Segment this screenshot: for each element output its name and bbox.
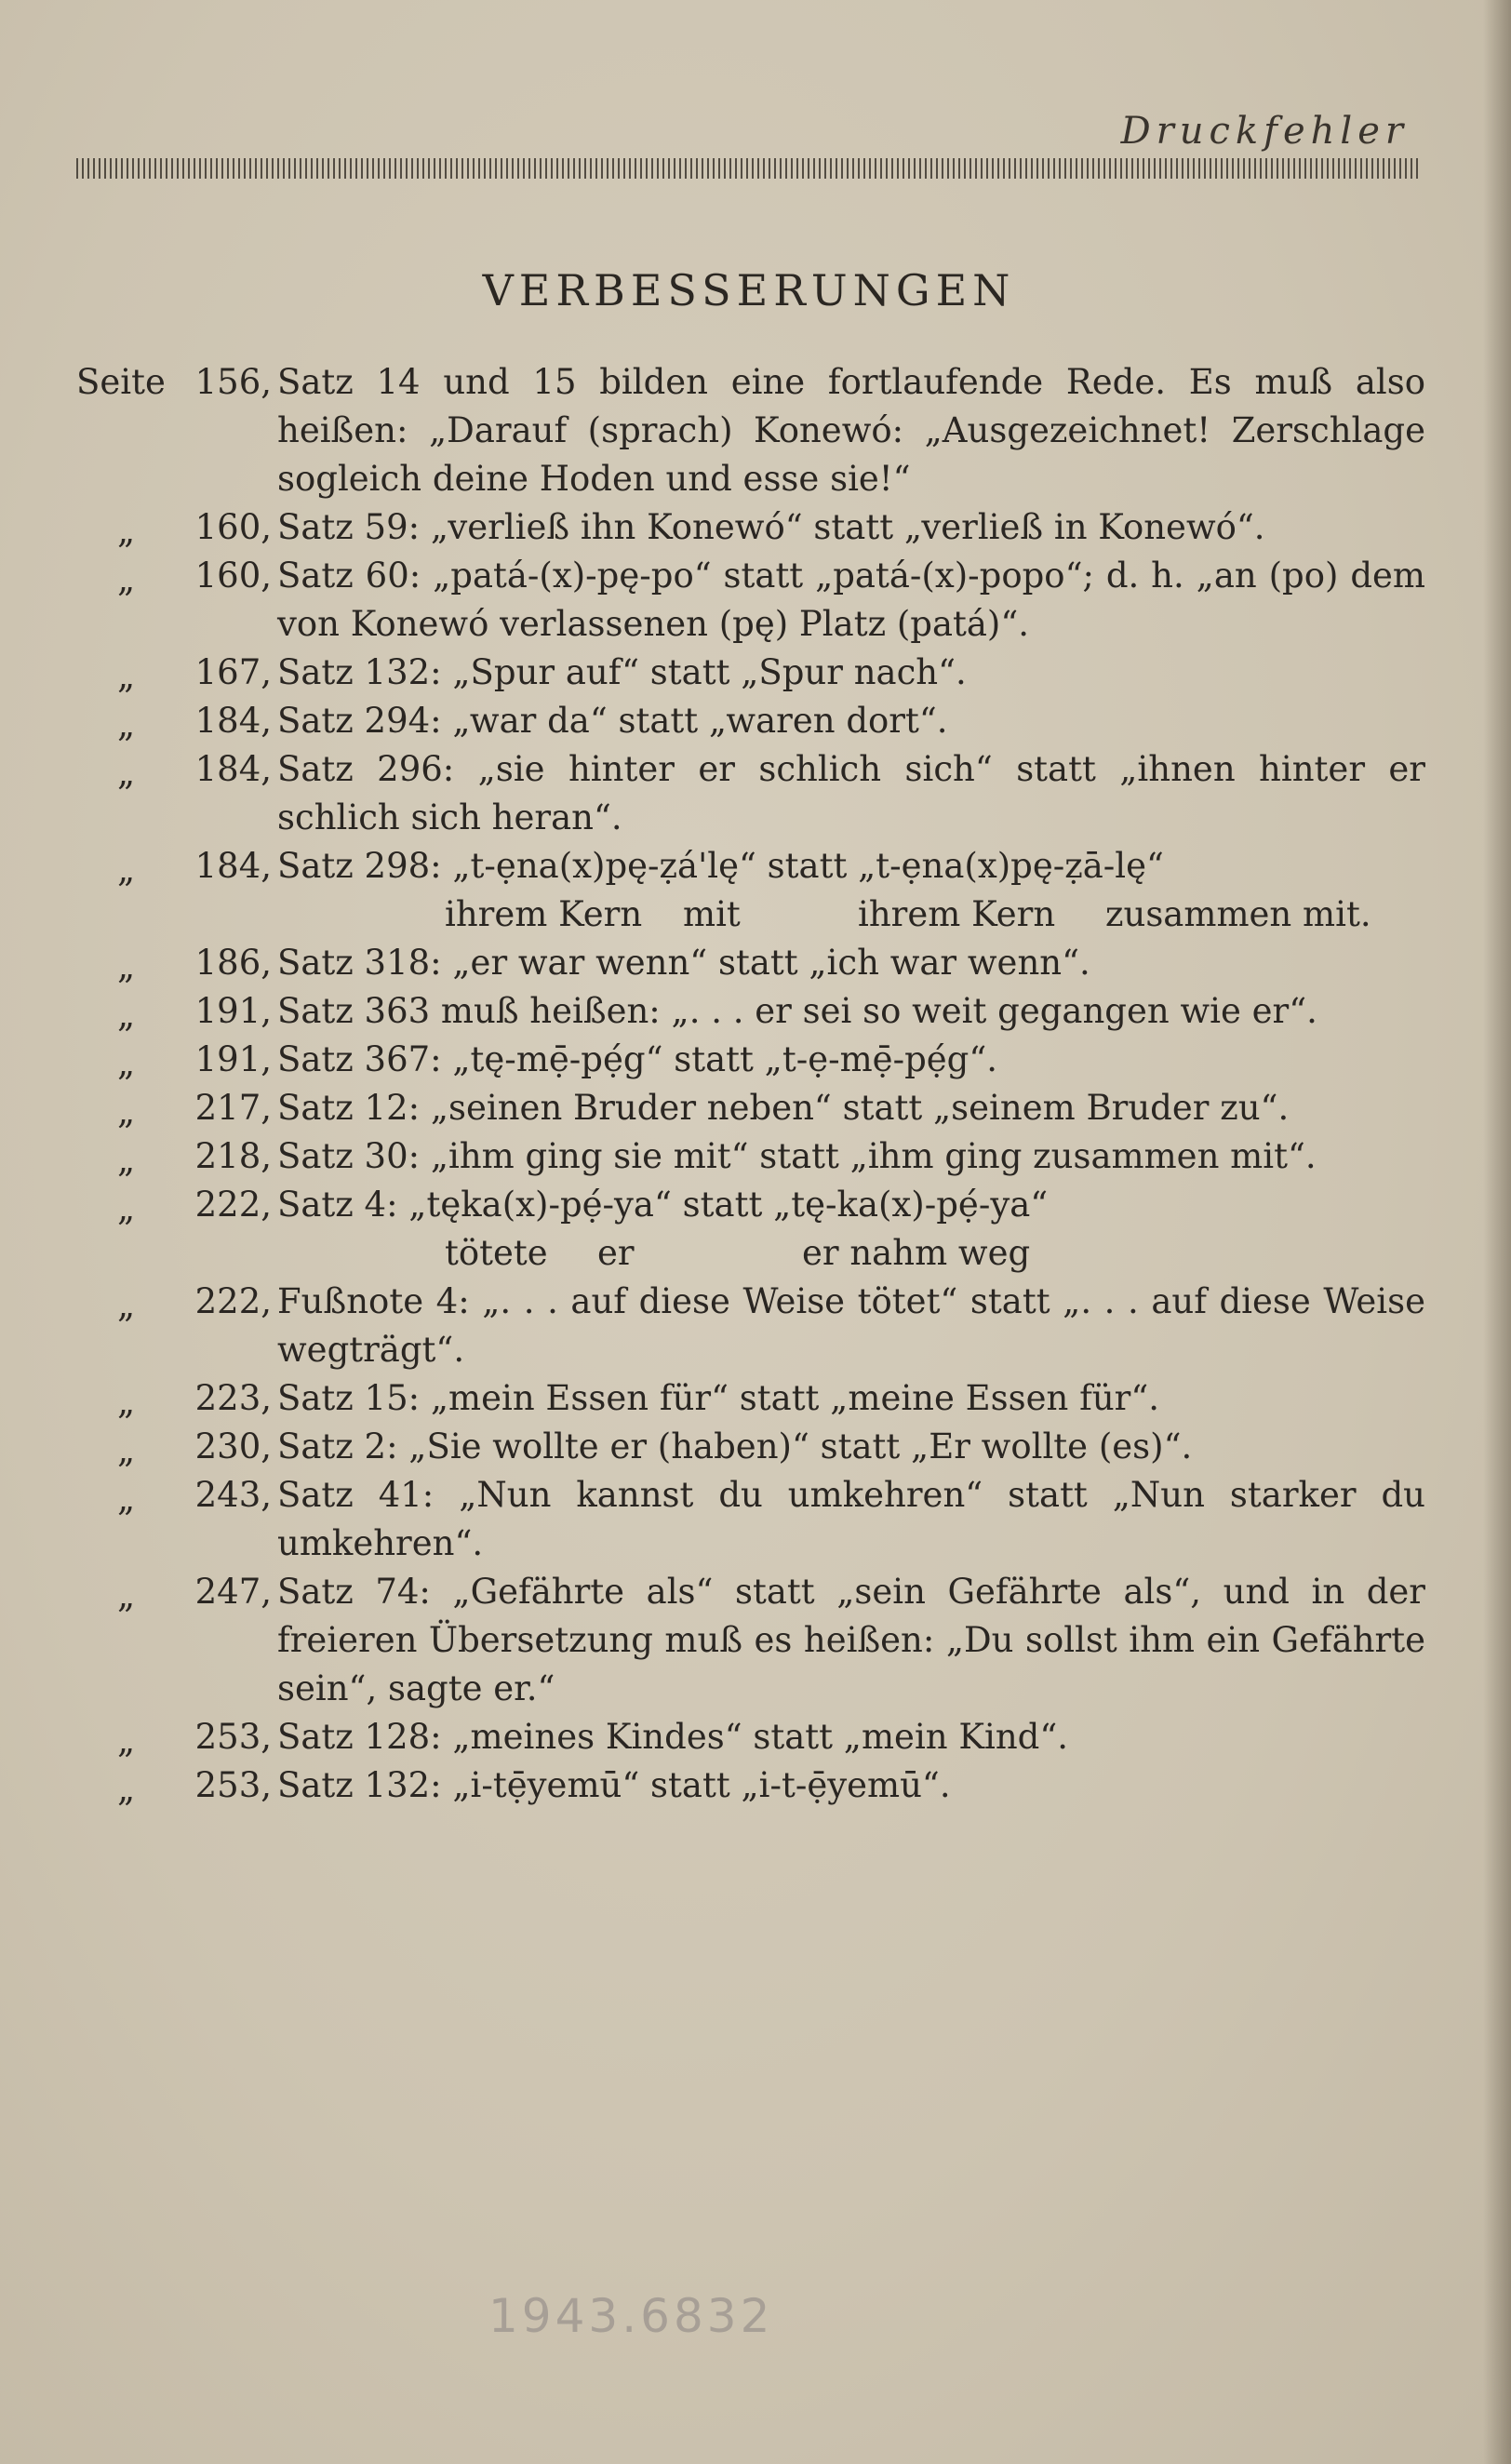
gloss-line bbox=[76, 1229, 1425, 1278]
page-number: 156, bbox=[194, 362, 272, 402]
page-number: 186, bbox=[194, 943, 272, 983]
list-item bbox=[76, 1423, 1425, 1471]
entry-text: Satz 15: „mein Essen für“ statt „meine Essen für“. bbox=[277, 1378, 1160, 1418]
ornamental-rule bbox=[76, 158, 1420, 179]
page-title: VERBESSERUNGEN bbox=[482, 265, 1016, 315]
entry-text: Satz 298: „t-ẹna(x)pę-ẓá'lę“ statt „t-ẹna(x)pę-ẓā-lę“ bbox=[277, 846, 1164, 886]
gloss: mit bbox=[683, 894, 741, 934]
page-number: 253, bbox=[194, 1765, 272, 1805]
seite-label: Seite bbox=[76, 362, 166, 402]
entry-text: Satz 14 und 15 bilden eine fortlaufende Rede. Es muß also heißen: „Darauf (sprach) Konewó: „Ausgezeichnet! Zerschlage sogleich deine Hoden und esse sie!“ bbox=[277, 362, 1425, 499]
page-number: 160, bbox=[194, 556, 272, 596]
list-item bbox=[76, 697, 1425, 745]
gloss: ihrem Kern bbox=[445, 894, 643, 934]
page-number: 167, bbox=[194, 652, 272, 692]
list-item bbox=[76, 1761, 1425, 1810]
list-item bbox=[76, 1181, 1425, 1229]
ditto-mark: „ bbox=[117, 850, 136, 890]
ditto-mark: „ bbox=[117, 1382, 136, 1422]
list-item bbox=[76, 1036, 1425, 1084]
page-number: 184, bbox=[194, 846, 272, 886]
entry-text: Satz 296: „sie hinter er schlich sich“ statt „ihnen hinter er schlich sich heran“. bbox=[277, 749, 1425, 837]
list-item bbox=[76, 987, 1425, 1036]
entry-text: Satz 74: „Gefährte als“ statt „sein Gefährte als“, und in der freieren Übersetzung muß es heißen: „Du sollst ihm ein Gefährte sein“, sagte er.“ bbox=[277, 1572, 1425, 1708]
page-number: 191, bbox=[194, 991, 272, 1031]
list-item bbox=[76, 1132, 1425, 1181]
entry-text: Fußnote 4: „. . . auf diese Weise tötet“ statt „. . . auf diese Weise wegträgt“. bbox=[277, 1281, 1425, 1370]
gloss-line bbox=[76, 891, 1425, 939]
entry-text: Satz 60: „patá-(x)-pę-po“ statt „patá-(x)-popo“; d. h. „an (po) dem von Konewó verlassenen (pę) Platz (patá)“. bbox=[277, 556, 1425, 644]
list-item bbox=[76, 842, 1425, 891]
entry-text: Satz 132: „Spur auf“ statt „Spur nach“. bbox=[277, 652, 967, 692]
entry-text: Satz 132: „i-tẹ̄yemū“ statt „i-t-ẹ̄yemū“. bbox=[277, 1765, 951, 1805]
page-number: 184, bbox=[194, 749, 272, 789]
page-number: 160, bbox=[194, 507, 272, 547]
page-number: 223, bbox=[194, 1378, 272, 1418]
page-number: 230, bbox=[194, 1426, 272, 1466]
accession-number: 1943.6832 bbox=[488, 2289, 774, 2343]
page-edge-shadow bbox=[1483, 0, 1511, 2464]
ditto-mark: „ bbox=[117, 753, 136, 793]
ditto-mark: „ bbox=[117, 1285, 136, 1325]
running-head: Druckfehler bbox=[1120, 110, 1409, 153]
entry-text: Satz 59: „verließ ihn Konewó“ statt „verließ in Konewó“. bbox=[277, 507, 1265, 547]
entry-text: Satz 363 muß heißen: „. . . er sei so weit gegangen wie er“. bbox=[277, 991, 1317, 1031]
ditto-mark: „ bbox=[117, 1140, 136, 1180]
page-number: 217, bbox=[194, 1088, 272, 1128]
list-item bbox=[76, 358, 1425, 503]
ditto-mark: „ bbox=[117, 1479, 136, 1519]
ditto-mark: „ bbox=[117, 511, 136, 551]
page-number: 222, bbox=[194, 1281, 272, 1321]
gloss: er nahm weg bbox=[802, 1233, 1031, 1273]
entry-text: Satz 128: „meines Kindes“ statt „mein Kind“. bbox=[277, 1717, 1069, 1757]
page-number: 184, bbox=[194, 701, 272, 741]
page-number: 222, bbox=[194, 1185, 272, 1225]
entry-text: Satz 4: „tęka(x)-pẹ́-ya“ statt „tę-ka(x)-pẹ́-ya“ bbox=[277, 1185, 1049, 1225]
page-number: 253, bbox=[194, 1717, 272, 1757]
ditto-mark: „ bbox=[117, 656, 136, 696]
gloss: er bbox=[597, 1233, 635, 1273]
corrections-list bbox=[76, 358, 1425, 1810]
entry-text: Satz 12: „seinen Bruder neben“ statt „seinem Bruder zu“. bbox=[277, 1088, 1290, 1128]
list-item bbox=[76, 503, 1425, 552]
ditto-mark: „ bbox=[117, 1575, 136, 1615]
list-item bbox=[76, 1713, 1425, 1761]
ditto-mark: „ bbox=[117, 995, 136, 1035]
entry-text: Satz 30: „ihm ging sie mit“ statt „ihm ging zusammen mit“. bbox=[277, 1136, 1317, 1176]
page-number: 243, bbox=[194, 1475, 272, 1515]
ditto-mark: „ bbox=[117, 1188, 136, 1228]
list-item bbox=[76, 1471, 1425, 1568]
gloss: tötete bbox=[445, 1233, 548, 1273]
ditto-mark: „ bbox=[117, 1430, 136, 1470]
page-number: 247, bbox=[194, 1572, 272, 1612]
list-item bbox=[76, 939, 1425, 987]
list-item bbox=[76, 1374, 1425, 1423]
ditto-mark: „ bbox=[117, 1721, 136, 1761]
entry-text: Satz 367: „tę-mẹ̄-pẹ́g“ statt „t-ẹ-mẹ̄-pẹ́g“. bbox=[277, 1039, 998, 1079]
list-item bbox=[76, 649, 1425, 697]
page-number: 191, bbox=[194, 1039, 272, 1079]
entry-text: Satz 318: „er war wenn“ statt „ich war wenn“. bbox=[277, 943, 1090, 983]
list-item bbox=[76, 1278, 1425, 1374]
ditto-mark: „ bbox=[117, 1043, 136, 1083]
ditto-mark: „ bbox=[117, 1091, 136, 1132]
page-number: 218, bbox=[194, 1136, 272, 1176]
ditto-mark: „ bbox=[117, 559, 136, 599]
entry-text: Satz 2: „Sie wollte er (haben)“ statt „Er wollte (es)“. bbox=[277, 1426, 1193, 1466]
entry-text: Satz 41: „Nun kannst du umkehren“ statt „Nun starker du umkehren“. bbox=[277, 1475, 1425, 1563]
ditto-mark: „ bbox=[117, 1769, 136, 1809]
list-item bbox=[76, 745, 1425, 842]
ditto-mark: „ bbox=[117, 946, 136, 986]
entry-text: Satz 294: „war da“ statt „waren dort“. bbox=[277, 701, 948, 741]
list-item bbox=[76, 1084, 1425, 1132]
gloss: ihrem Kern bbox=[858, 894, 1056, 934]
ditto-mark: „ bbox=[117, 704, 136, 744]
gloss: zusammen mit. bbox=[1105, 894, 1371, 934]
list-item bbox=[76, 1568, 1425, 1713]
list-item bbox=[76, 552, 1425, 649]
